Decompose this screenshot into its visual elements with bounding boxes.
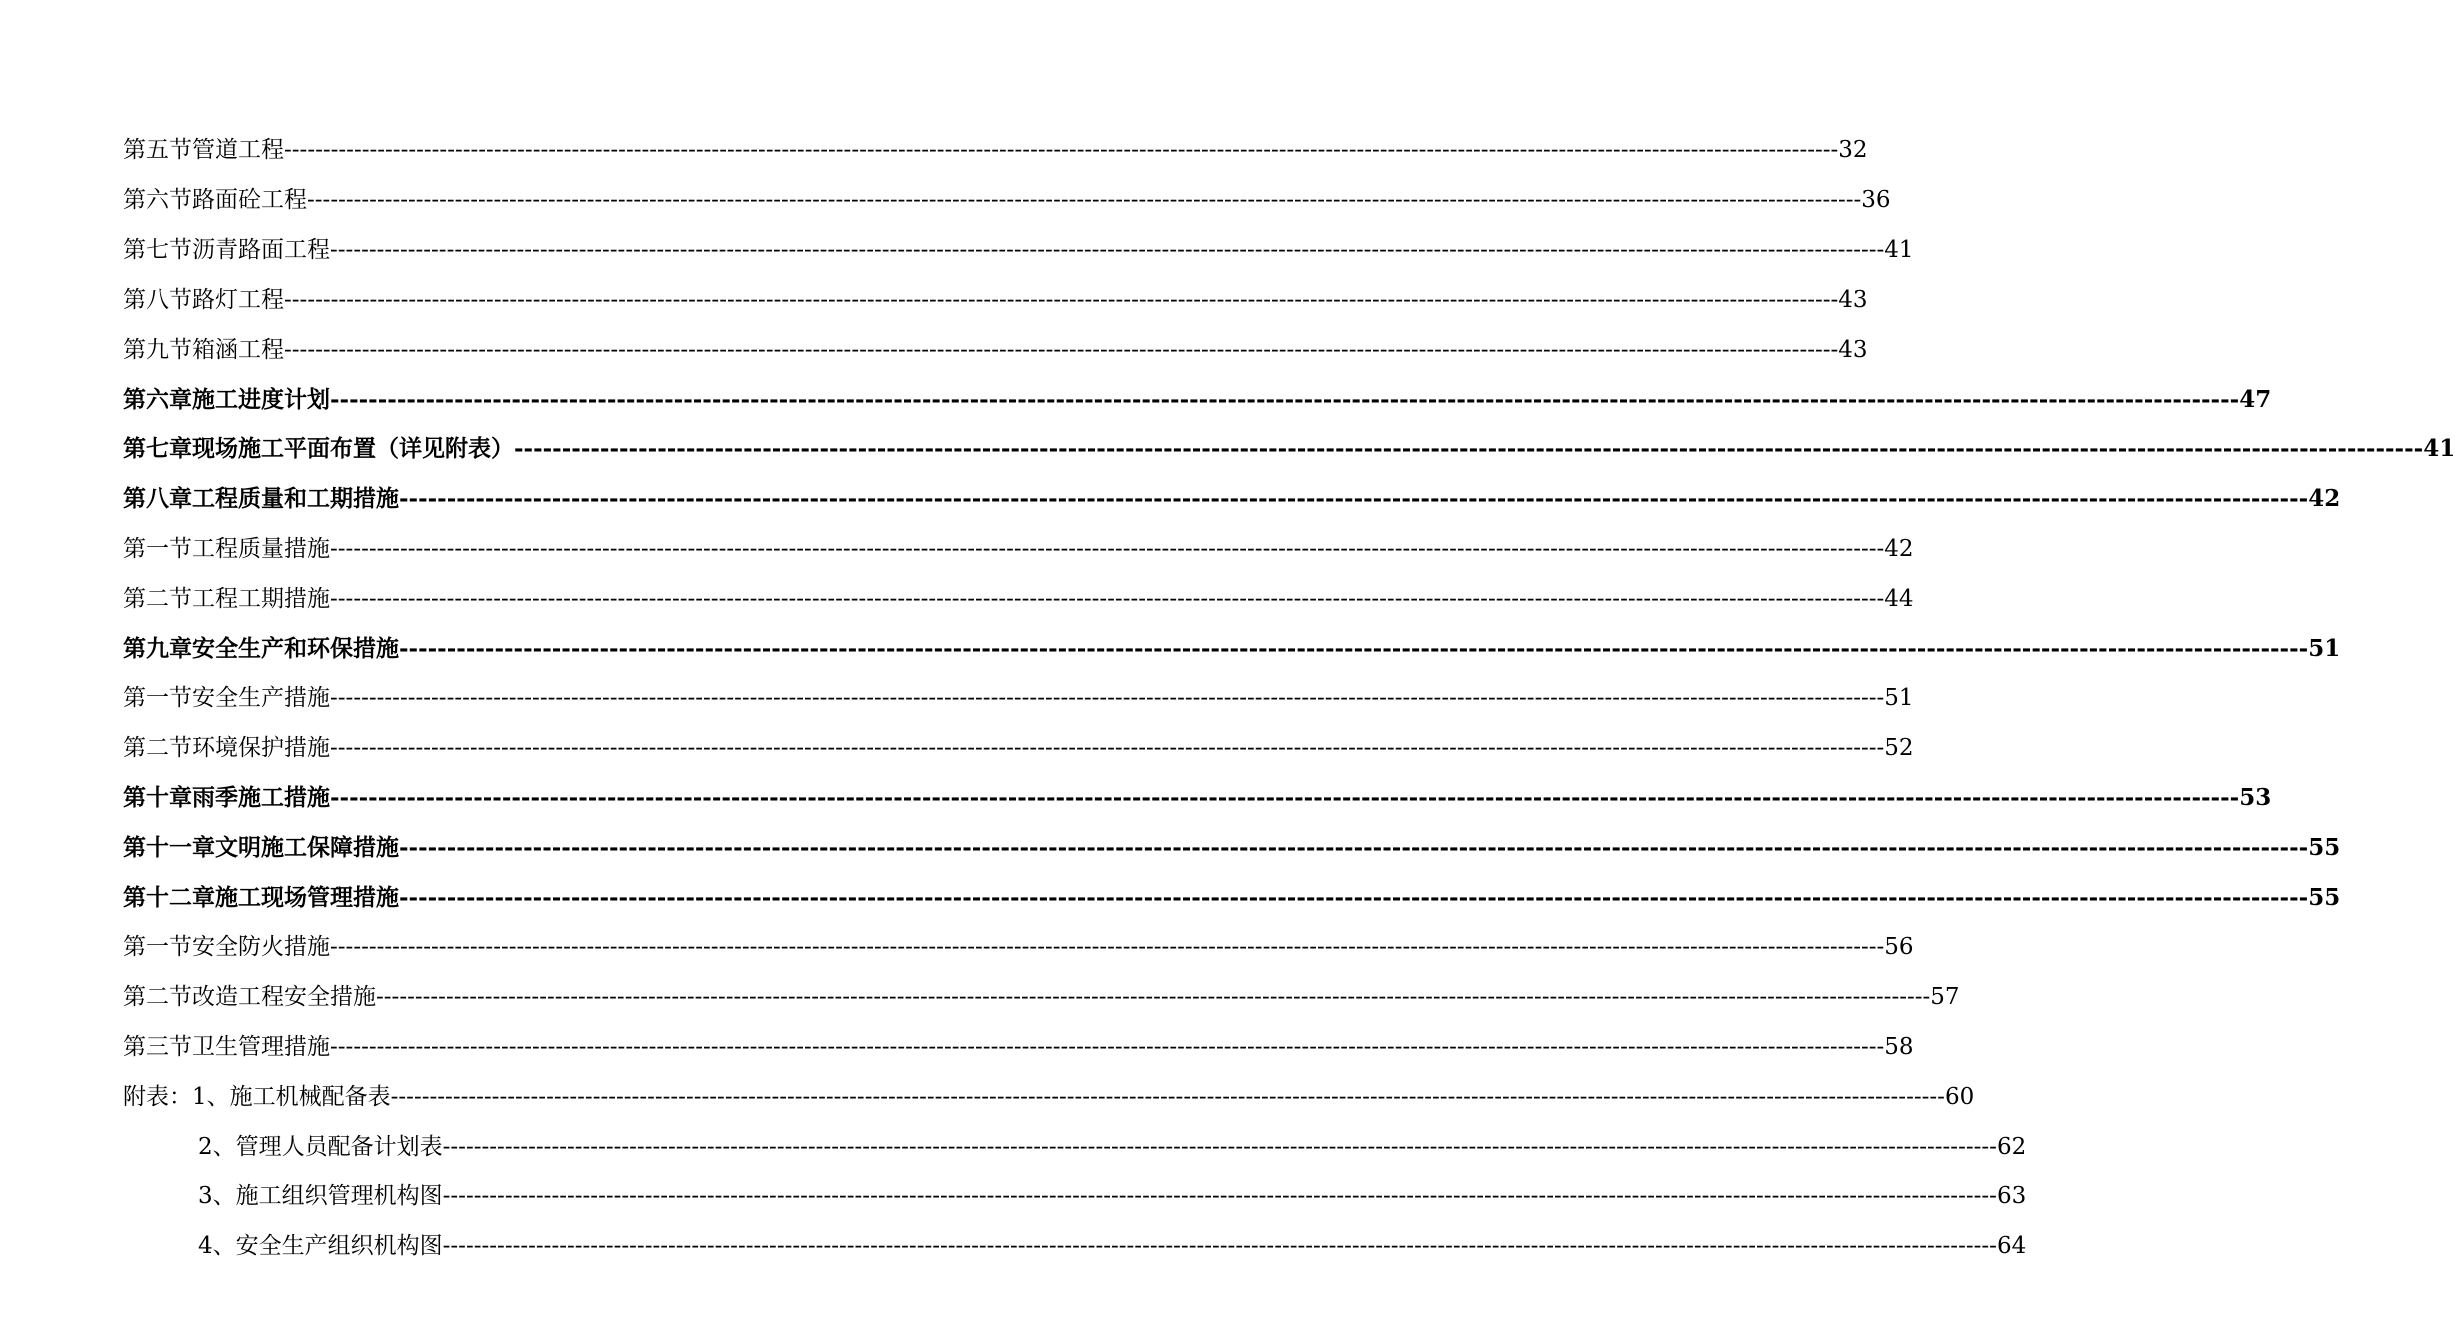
toc-entry-title: 路面砼工程 [192,187,307,213]
dot-leader: -------------------------------------------------------------------------------------------------------------------------------------------------------------------------------------------------------- [399,635,2309,662]
toc-entry[interactable] [123,930,1914,964]
dot-leader: -------------------------------------------------------------------------------------------------------------------------------------------------------------------------------------------------------- [442,1134,1997,1160]
dot-leader: -------------------------------------------------------------------------------------------------------------------------------------------------------------------------------------------------------- [330,735,1885,761]
toc-entry-page: 44 [1884,586,1914,612]
toc-entry-number: 第十章 [123,784,192,811]
toc-entry-page: 52 [1884,735,1914,761]
toc-entry-title: 现场施工平面布置（详见附表） [192,435,514,462]
toc-entry-page: 43 [1838,287,1868,313]
toc-entry-title: 管理人员配备计划表 [235,1134,443,1160]
dot-leader: -------------------------------------------------------------------------------------------------------------------------------------------------------------------------------------------------------- [330,237,1885,263]
toc-entry[interactable] [123,383,2272,417]
toc-entry-title: 工程工期措施 [192,586,330,612]
dot-leader: -------------------------------------------------------------------------------------------------------------------------------------------------------------------------------------------------------- [442,1183,1997,1209]
toc-entry-title: 施工进度计划 [192,386,330,413]
toc-entry-title: 施工组织管理机构图 [235,1183,443,1209]
toc-entry[interactable] [123,582,1914,616]
toc-entry-title: 沥青路面工程 [192,237,330,263]
toc-entry-title: 路灯工程 [192,287,284,313]
toc-entry-page: 42 [2308,485,2341,512]
toc-entry-page: 60 [1944,1084,1975,1110]
toc-entry-title: 环境保护措施 [192,735,330,761]
toc-entry-number: 第九节 [123,337,192,363]
toc-entry-number: 第三节 [123,1034,192,1060]
toc-entry[interactable] [123,233,1914,267]
toc-entry-number: 第八章 [123,485,192,512]
toc-entry[interactable] [123,333,1868,367]
toc-entry-number: 第五节 [123,137,192,163]
toc-entry-number: 附表：1、 [123,1084,230,1110]
toc-entry-title: 安全生产和环保措施 [192,635,399,662]
dot-leader: -------------------------------------------------------------------------------------------------------------------------------------------------------------------------------------------------------- [330,685,1885,711]
toc-entry-title: 文明施工保障措施 [215,834,399,861]
toc-entry-page: 41 [2423,435,2455,462]
toc-entry[interactable] [123,482,2341,516]
toc-entry[interactable] [123,681,1914,715]
toc-entry-title: 改造工程安全措施 [192,984,376,1010]
toc-entry-page: 43 [1838,337,1868,363]
toc-entry-number: 第一节 [123,934,192,960]
toc-entry-title: 工程质量措施 [192,536,330,562]
toc-entry-page: 42 [1884,536,1914,562]
dot-leader: -------------------------------------------------------------------------------------------------------------------------------------------------------------------------------------------------------- [330,536,1885,562]
toc-entry-number: 第二节 [123,984,192,1010]
toc-entry-number: 第七章 [123,435,192,462]
toc-entry-page: 62 [1996,1134,2027,1160]
toc-entry-number: 第八节 [123,287,192,313]
dot-leader: -------------------------------------------------------------------------------------------------------------------------------------------------------------------------------------------------------- [514,435,2424,462]
toc-entry-page: 51 [1884,685,1914,711]
toc-entry-title: 雨季施工措施 [192,784,330,811]
toc-entry-number: 第六节 [123,187,192,213]
dot-leader: -------------------------------------------------------------------------------------------------------------------------------------------------------------------------------------------------------- [390,1084,1945,1110]
dot-leader: -------------------------------------------------------------------------------------------------------------------------------------------------------------------------------------------------------- [330,386,2240,413]
toc-entry[interactable] [123,432,2455,466]
toc-entry-title: 施工现场管理措施 [215,884,399,911]
toc-entry-number: 第六章 [123,386,192,413]
toc-entry[interactable] [123,133,1868,167]
toc-entry-page: 64 [1996,1233,2027,1259]
toc-entry[interactable] [123,1080,1975,1114]
dot-leader: -------------------------------------------------------------------------------------------------------------------------------------------------------------------------------------------------------- [399,884,2309,911]
toc-entry-title: 管道工程 [192,137,284,163]
toc-entry-title: 卫生管理措施 [192,1034,330,1060]
dot-leader: -------------------------------------------------------------------------------------------------------------------------------------------------------------------------------------------------------- [330,784,2240,811]
toc-entry-page: 32 [1838,137,1868,163]
toc-entry[interactable] [123,632,2341,666]
toc-entry-title: 施工机械配备表 [229,1084,391,1110]
toc-entry[interactable] [123,1030,1914,1064]
toc-entry-page: 63 [1996,1183,2027,1209]
toc-entry-page: 58 [1884,1034,1914,1060]
toc-entry-page: 53 [2239,784,2272,811]
toc-entry[interactable] [123,781,2272,815]
toc-entry-number: 第一节 [123,685,192,711]
toc-entry[interactable] [123,283,1868,317]
toc-entry-number: 第一节 [123,536,192,562]
toc-entry-number: 3、 [198,1183,236,1209]
dot-leader: -------------------------------------------------------------------------------------------------------------------------------------------------------------------------------------------------------- [399,834,2309,861]
dot-leader: -------------------------------------------------------------------------------------------------------------------------------------------------------------------------------------------------------- [284,287,1839,313]
toc-entry[interactable] [123,731,1914,765]
toc-entry-number: 第二节 [123,735,192,761]
dot-leader: -------------------------------------------------------------------------------------------------------------------------------------------------------------------------------------------------------- [330,934,1885,960]
toc-entry-page: 56 [1884,934,1914,960]
toc-entry[interactable] [198,1179,2027,1213]
toc-entry[interactable] [123,532,1914,566]
toc-entry-page: 51 [2308,635,2341,662]
toc-entry-title: 安全生产组织机构图 [235,1233,443,1259]
toc-entry-title: 安全防火措施 [192,934,330,960]
dot-leader: -------------------------------------------------------------------------------------------------------------------------------------------------------------------------------------------------------- [330,1034,1885,1060]
dot-leader: -------------------------------------------------------------------------------------------------------------------------------------------------------------------------------------------------------- [330,586,1885,612]
toc-entry-title: 箱涵工程 [192,337,284,363]
dot-leader: -------------------------------------------------------------------------------------------------------------------------------------------------------------------------------------------------------- [442,1233,1997,1259]
toc-entry[interactable] [198,1130,2027,1164]
toc-entry-page: 36 [1861,187,1891,213]
toc-entry-page: 41 [1884,237,1914,263]
toc-entry-number: 第二节 [123,586,192,612]
toc-entry-number: 第十二章 [123,884,215,911]
dot-leader: -------------------------------------------------------------------------------------------------------------------------------------------------------------------------------------------------------- [284,337,1839,363]
toc-entry-number: 2、 [198,1134,236,1160]
toc-entry-page: 55 [2308,884,2341,911]
dot-leader: -------------------------------------------------------------------------------------------------------------------------------------------------------------------------------------------------------- [399,485,2309,512]
toc-entry-page: 57 [1930,984,1960,1010]
toc-entry-number: 第十一章 [123,834,215,861]
toc-entry-page: 47 [2239,386,2272,413]
dot-leader: -------------------------------------------------------------------------------------------------------------------------------------------------------------------------------------------------------- [307,187,1862,213]
toc-entry[interactable] [123,881,2341,915]
toc-entry[interactable] [123,980,1960,1014]
toc-entry-title: 安全生产措施 [192,685,330,711]
toc-entry-number: 第九章 [123,635,192,662]
toc-entry-number: 4、 [198,1233,236,1259]
toc-entry-title: 工程质量和工期措施 [192,485,399,512]
toc-entry-page: 55 [2308,834,2341,861]
dot-leader: -------------------------------------------------------------------------------------------------------------------------------------------------------------------------------------------------------- [284,137,1839,163]
toc-entry[interactable] [198,1229,2027,1263]
toc-entry[interactable] [123,831,2341,865]
toc-entry-number: 第七节 [123,237,192,263]
toc-entry[interactable] [123,183,1891,217]
dot-leader: -------------------------------------------------------------------------------------------------------------------------------------------------------------------------------------------------------- [376,984,1931,1010]
